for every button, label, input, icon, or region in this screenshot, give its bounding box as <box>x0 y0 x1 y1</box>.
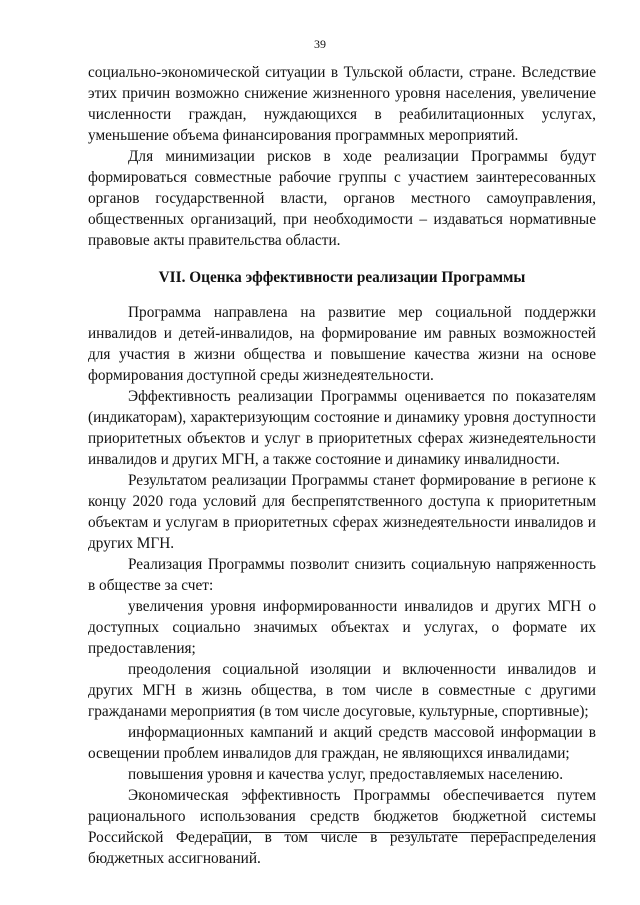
paragraph-risk-mitigation: Для минимизации рисков в ходе реализации Программы будут формироваться совместные рабочие группы с участием заинтересованных органов государственной власти, органов местного самоуправления, общественных организаций, при необходимости – издаваться нормативные правовые акты правительства области. <box>88 148 596 249</box>
paragraph-continuation: социально-экономической ситуации в Тульской области, стране. Вследствие этих причин возможно снижение жизненного уровня населения, увеличение численности граждан, нуждающихся в реабилитационных услугах, уменьшение объема финансирования программных мероприятий. <box>88 64 596 144</box>
paragraph-social-tension: Реализация Программы позволит снизить социальную напряженность в обществе за счет: <box>88 556 596 594</box>
page-number: 39 <box>314 37 326 51</box>
paragraph-efficiency-indicators: Эффективность реализации Программы оценивается по показателям (индикаторам), характеризующим состояние и динамику уровня доступности приоритетных объектов и услуг в приоритетных сферах жизнедеятельности инвалидов и других МГН, а также состояние и динамику инвалидности. <box>88 388 596 468</box>
list-item-service-quality: повышения уровня и качества услуг, предоставляемых населению. <box>128 766 564 783</box>
list-item-media-campaigns: информационных кампаний и акций средств массовой информации в освещении проблем инвалидов для граждан, не являющихся инвалидами; <box>88 724 596 762</box>
paragraph-program-goal: Программа направлена на развитие мер социальной поддержки инвалидов и детей-инвалидов, на формирование им равных возможностей для участия в жизни общества и повышение качества жизни на основе формирования доступной среды жизнедеятельности. <box>88 304 596 384</box>
paragraph-economic-efficiency: Экономическая эффективность Программы обеспечивается путем рационального использования средств бюджетов бюджетной системы Российской Федерации, в том числе в результате перераспределения бюджетных ассигнований. <box>88 787 596 867</box>
paragraph-expected-result: Результатом реализации Программы станет формирование в регионе к концу 2020 года условий для беспрепятственного доступа к приоритетным объектам и услугам в приоритетных сферах жизнедеятельности инвалидов и других МГН. <box>88 472 596 552</box>
section-heading: VII. Оценка эффективности реализации Программы <box>158 269 526 286</box>
list-item-isolation: преодоления социальной изоляции и включенности инвалидов и других МГН в жизнь общества, в том числе в совместные с другими гражданами мероприятия (в том числе досуговые, культурные, спортивные); <box>88 661 596 720</box>
page-content <box>88 62 596 869</box>
list-item-awareness: увеличения уровня информированности инвалидов и других МГН о доступных социально значимых объектах и услугах, о формате их предоставления; <box>88 598 596 657</box>
closing-divider-line <box>222 832 508 833</box>
